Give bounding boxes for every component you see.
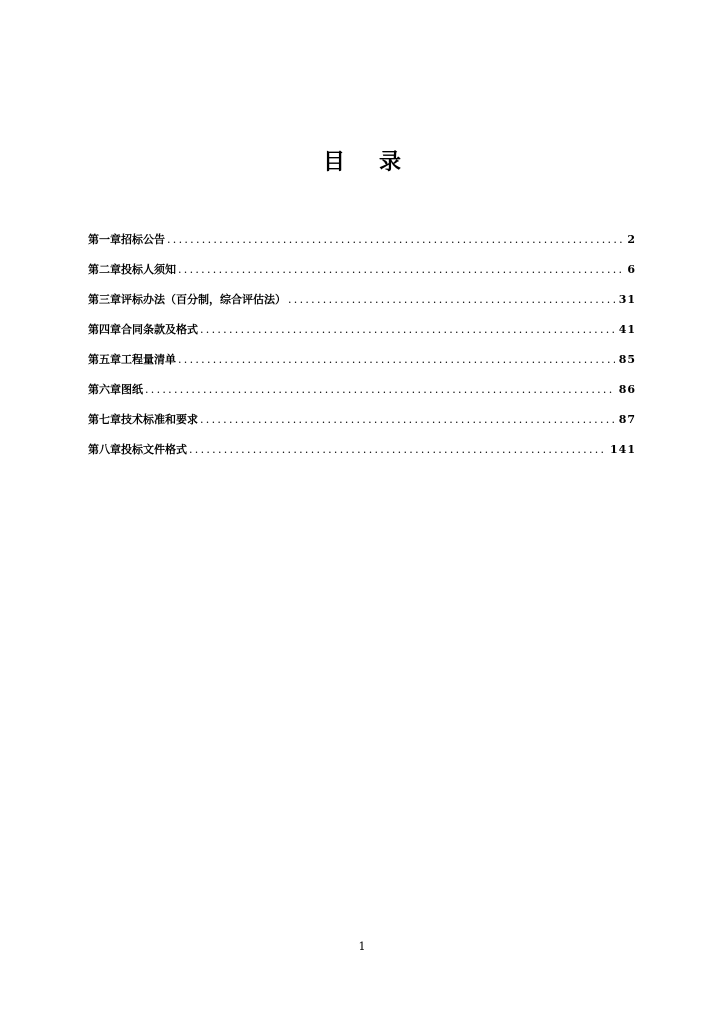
toc-entry-page: 2 [627, 233, 636, 246]
toc-entry-label: 第三章评标办法（百分制，综合评估法） [88, 293, 286, 306]
toc-dot-leader [178, 262, 623, 278]
toc-entry-label: 第八章投标文件格式 [88, 443, 187, 456]
toc-entry-page: 141 [610, 443, 636, 456]
page-title: 目录 [322, 149, 435, 175]
toc-dot-leader [288, 292, 615, 308]
toc-entry-label: 第五章工程量清单 [88, 353, 176, 366]
toc-dot-leader [200, 322, 615, 338]
toc-entry-page: 85 [618, 353, 636, 366]
toc-dot-leader [200, 412, 615, 428]
toc-entry-page: 87 [618, 413, 636, 426]
toc-entry-page: 31 [618, 293, 636, 306]
toc-dot-leader [189, 442, 606, 458]
toc-dot-leader [167, 232, 623, 248]
table-of-contents [88, 232, 636, 472]
toc-entry-chapter-6[interactable] [88, 382, 636, 412]
toc-entry-chapter-4[interactable] [88, 322, 636, 352]
toc-entry-label: 第六章图纸 [88, 383, 143, 396]
toc-entry-chapter-1[interactable] [88, 232, 636, 262]
toc-entry-page: 41 [618, 323, 636, 336]
toc-entry-label: 第七章技术标准和要求 [88, 413, 198, 426]
toc-dot-leader [178, 352, 615, 368]
toc-entry-chapter-8[interactable] [88, 442, 636, 472]
toc-dot-leader [145, 382, 615, 398]
toc-entry-label: 第二章投标人须知 [88, 263, 176, 276]
toc-entry-page: 86 [618, 383, 636, 396]
toc-entry-page: 6 [627, 263, 636, 276]
toc-entry-chapter-5[interactable] [88, 352, 636, 382]
toc-entry-label: 第四章合同条款及格式 [88, 323, 198, 336]
toc-entry-chapter-7[interactable] [88, 412, 636, 442]
toc-entry-chapter-3[interactable] [88, 292, 636, 322]
toc-entry-label: 第一章招标公告 [88, 233, 165, 246]
toc-entry-chapter-2[interactable] [88, 262, 636, 292]
page-number: 1 [358, 940, 366, 953]
